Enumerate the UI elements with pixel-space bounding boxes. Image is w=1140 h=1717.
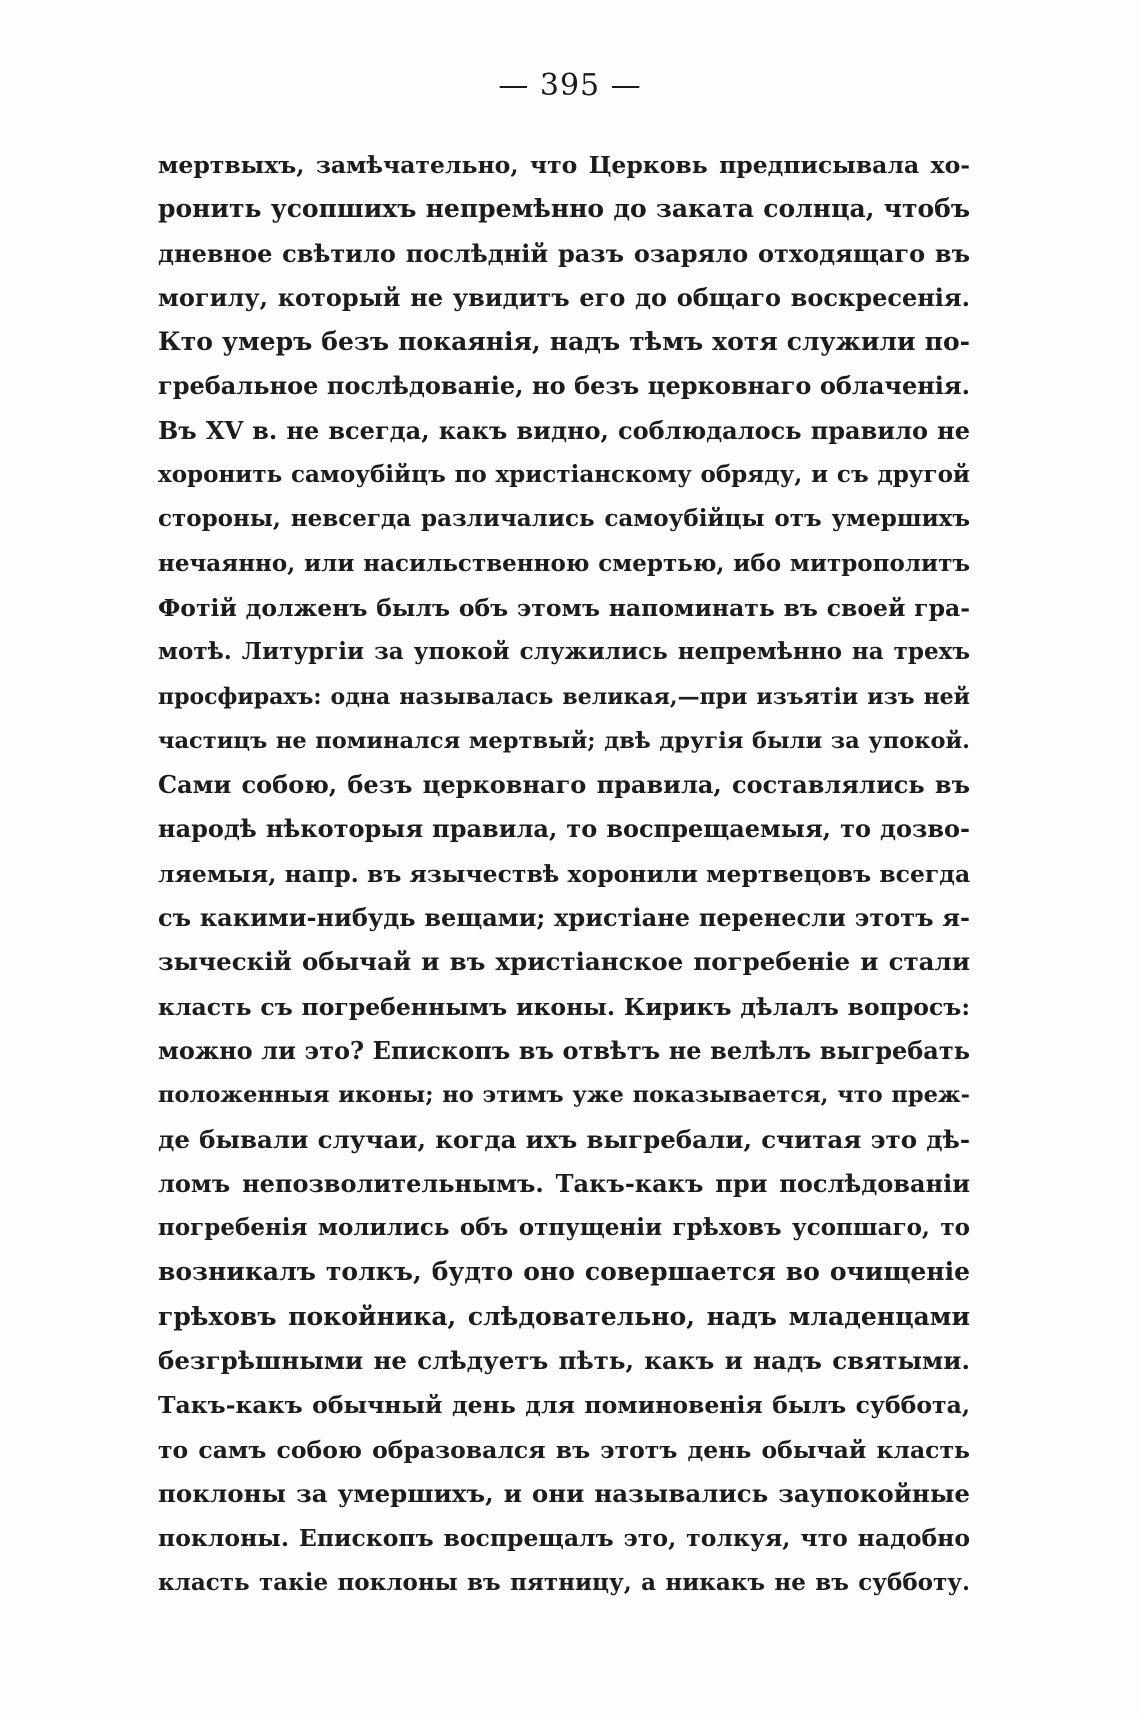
text-line: безгрѣшными не слѣдуетъ пѣть, какъ и надъ святыми. (158, 1346, 970, 1376)
text-line: класть съ погребеннымъ иконы. Кирикъ дѣлалъ вопросъ: (158, 992, 970, 1021)
text-line: нечаянно, или насильственною смертью, ибо митрополитъ (158, 549, 970, 577)
text-line: можно ли это? Епископъ въ отвѣтъ не велѣлъ выгребать (158, 1035, 970, 1065)
text-line: положенныя иконы; но этимъ уже показывается, что преж- (158, 1082, 970, 1109)
text-line: ляемыя, напр. въ язычествѣ хоронили мертвецовъ всегда (158, 859, 970, 888)
text-line: Фотiй долженъ былъ объ этомъ напоминать въ своей гра- (158, 593, 970, 622)
text-line: зыческiй обычай и въ христiанское погребенiе и стали (158, 947, 970, 977)
text-line: дневное свѣтило послѣднiй разъ озаряло отходящаго въ (158, 238, 970, 268)
text-line: поклоны. Епископъ воспрещалъ это, толкуя, что надобно (158, 1524, 970, 1553)
text-line: поклоны за умершихъ, и они назывались заупокойные (158, 1478, 970, 1508)
text-line: просфирахъ: одна называлась великая,—при изъятiи изъ ней (158, 683, 970, 710)
text-line: народѣ нѣкоторыя правила, то воспрещаемыя, то дозво- (158, 814, 970, 844)
text-line: то самъ собою образовался въ этотъ день обычай класть (158, 1435, 970, 1464)
text-line: ломъ непозволительнымъ. Такъ-какъ при послѣдованiи (158, 1168, 970, 1198)
text-line: гребальное послѣдованiе, но безъ церковнаго облаченiя. (158, 371, 970, 401)
text-line: возникалъ толкъ, будто оно совершается во очищенiе (158, 1257, 970, 1287)
text-line: могилу, который не увидитъ его до общаго воскресенiя. (158, 282, 970, 312)
text-line: Такъ-какъ обычный день для поминовенiя былъ суббота, (158, 1391, 970, 1420)
text-line: Сами собою, безъ церковнаго правила, составлялись въ (158, 770, 970, 800)
text-line: грѣховъ покойника, слѣдовательно, надъ младенцами (158, 1301, 970, 1331)
text-line: Кто умеръ безъ покаянiя, надъ тѣмъ хотя служили по- (158, 327, 970, 357)
text-line: съ какими-нибудь вещами; христiане перенесли этотъ я- (158, 903, 970, 933)
text-line: Въ XV в. не всегда, какъ видно, соблюдалось правило не (158, 415, 970, 445)
text-line: погребенiя молились объ отпущенiи грѣховъ усопшаго, то (158, 1214, 970, 1242)
text-line: мертвыхъ, замѣчательно, что Церковь предписывала хо- (158, 151, 970, 179)
page-number: — 395 — (498, 68, 642, 103)
text-line: ронить усопшихъ непремѣнно до заката солнца, чтобъ (158, 194, 970, 224)
text-line: хоронить самоубiйцъ по христiанскому обряду, и съ другой (158, 461, 970, 489)
body-text (158, 143, 970, 1605)
text-line: де бывали случаи, когда ихъ выгребали, считая это дѣ- (158, 1124, 970, 1154)
text-line: класть такiе поклоны въ пятницу, а никакъ не въ субботу. (158, 1568, 970, 1596)
text-line: частицъ не поминался мертвый; двѣ другiя были за упокой. (158, 727, 970, 754)
text-line: мотѣ. Литургiи за упокой служились непремѣнно на трехъ (158, 638, 970, 666)
text-line: стороны, невсегда различались самоубiйцы отъ умершихъ (158, 505, 970, 533)
